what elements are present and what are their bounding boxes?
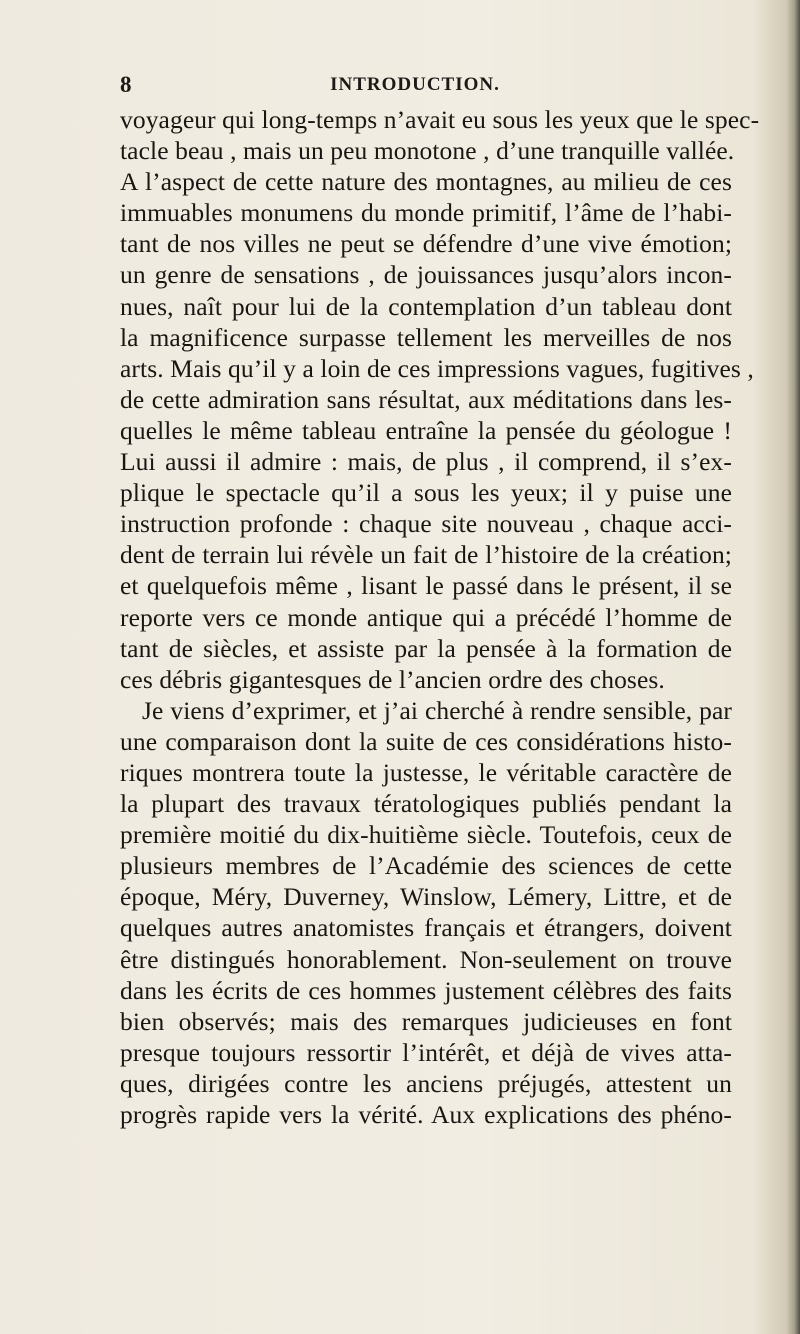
text-line: immuables monumens du monde primitif, l’âme de l’habi- <box>120 198 732 228</box>
page-number: 8 <box>120 72 132 97</box>
paragraph-start-line: Je viens d’exprimer, et j’ai cherché à rendre sensible, par <box>142 695 732 725</box>
text-line: plique le spectacle qu’il a sous les yeux; il y puise une <box>120 478 732 508</box>
page-edge-shadow <box>786 0 800 1334</box>
text-line: une comparaison dont la suite de ces considérations histo- <box>120 726 732 756</box>
text-line: et quelquefois même , lisant le passé dans le présent, il se <box>120 571 732 601</box>
body-text <box>120 104 760 1130</box>
text-line: dent de terrain lui révèle un fait de l’histoire de la création; <box>120 540 732 570</box>
text-line: dans les écrits de ces hommes justement célèbres des faits <box>120 975 732 1005</box>
text-line: la plupart des travaux tératologiques publiés pendant la <box>120 789 732 819</box>
text-line: plusieurs membres de l’Académie des sciences de cette <box>120 851 732 881</box>
text-line: de cette admiration sans résultat, aux méditations dans les- <box>120 384 732 414</box>
text-line: A l’aspect de cette nature des montagnes, au milieu de ces <box>120 167 732 197</box>
text-line: ques, dirigées contre les anciens préjugés, attestent un <box>120 1068 732 1098</box>
paragraph-end-line: ces débris gigantesques de l’ancien ordre des choses. <box>120 664 665 694</box>
text-line: instruction profonde : chaque site nouveau , chaque acci- <box>120 509 732 539</box>
page-header <box>120 72 710 102</box>
text-line: quelques autres anatomistes français et étrangers, doivent <box>120 913 732 943</box>
text-line: époque, Méry, Duverney, Winslow, Lémery, Littre, et de <box>120 882 732 912</box>
text-line: arts. Mais qu’il y a loin de ces impressions vagues, fugitives , <box>120 353 754 383</box>
text-line: presque toujours ressortir l’intérêt, et déjà de vives atta- <box>120 1037 732 1067</box>
text-line: voyageur qui long-temps n’avait eu sous les yeux que le spec- <box>120 105 760 134</box>
text-line: bien observés; mais des remarques judicieuses en font <box>120 1006 732 1036</box>
text-line: nues, naît pour lui de la contemplation d’un tableau dont <box>120 291 732 321</box>
text-line: être distingués honorablement. Non-seulement on trouve <box>120 944 732 974</box>
text-line: tant de nos villes ne peut se défendre d’une vive émotion; <box>120 229 732 259</box>
text-line: tant de siècles, et assiste par la pensée à la formation de <box>120 633 732 663</box>
text-line: Lui aussi il admire : mais, de plus , il comprend, il s’ex- <box>120 447 732 477</box>
text-line: progrès rapide vers la vérité. Aux explications des phéno- <box>120 1100 732 1129</box>
text-line: riques montrera toute la justesse, le véritable caractère de <box>120 757 732 787</box>
text-line: un genre de sensations , de jouissances jusqu’alors incon- <box>120 260 732 290</box>
text-line: tacle beau , mais un peu monotone , d’une tranquille vallée. <box>120 136 735 166</box>
text-line: la magnificence surpasse tellement les merveilles de nos <box>120 322 732 352</box>
running-head: INTRODUCTION. <box>330 74 500 95</box>
text-line: reporte vers ce monde antique qui a précédé l’homme de <box>120 602 732 632</box>
text-line: quelles le même tableau entraîne la pensée du géologue ! <box>120 415 732 445</box>
text-line: première moitié du dix-huitième siècle. Toutefois, ceux de <box>120 820 732 850</box>
